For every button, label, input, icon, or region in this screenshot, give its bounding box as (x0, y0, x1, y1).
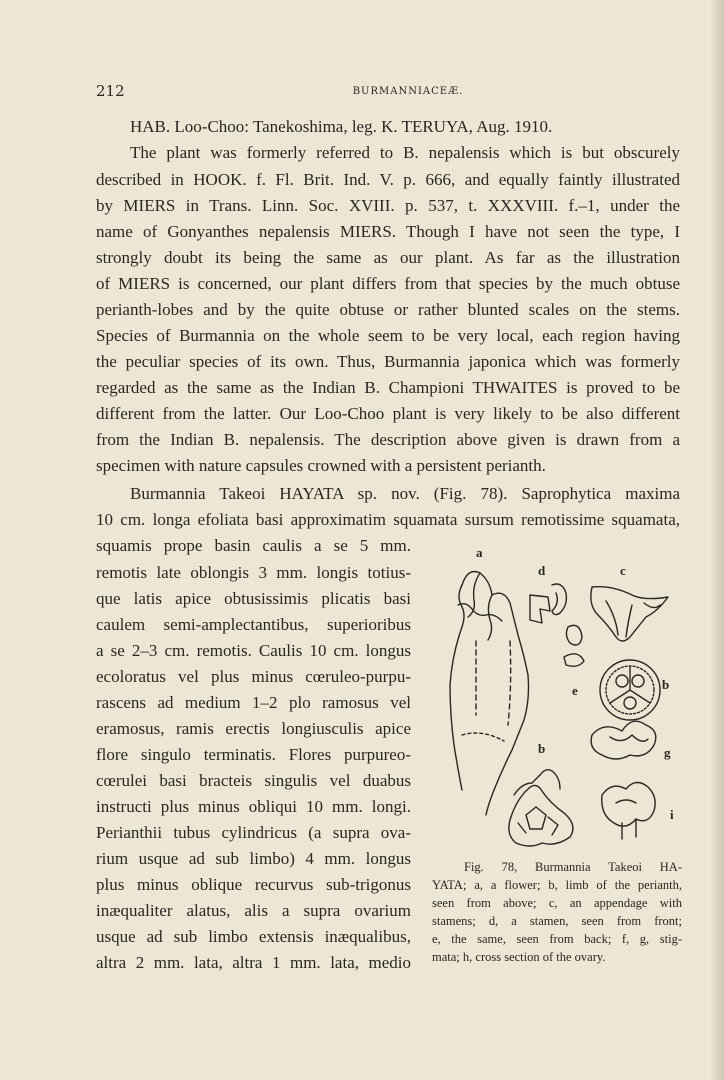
body-line: described in HOOK. f. Fl. Brit. Ind. V. p. 666, and equally faintly illustrated (96, 170, 680, 189)
stigma-g-drawing (591, 721, 656, 759)
body-line: squamis prope basin caulis a se 5 mm. (96, 536, 411, 555)
body-line: altra 2 mm. lata, altra 1 mm. lata, medio (96, 953, 411, 972)
body-line: perianth-lobes and by the quite obtuse or rather blunted scales on the stems. (96, 300, 680, 319)
stamen-d-drawing (530, 584, 566, 623)
page-number: 212 (96, 82, 125, 100)
flower-drawings (432, 545, 687, 865)
figure-label-c: c (620, 563, 626, 578)
body-line: que latis apice obtusissimis plicatis basi (96, 589, 411, 608)
caption-line: mata; h, cross section of the ovary. (432, 950, 606, 964)
species-heading-line: Burmannia Takeoi HAYATA sp. nov. (Fig. 78). Saprophytica maxima (130, 484, 680, 503)
figure-label-i: i (670, 807, 674, 822)
caption-line: Fig. 78, Burmannia Takeoi HA- (464, 860, 682, 874)
body-line: the peculiar species of its own. Thus, Burmannia japonica which was formerly (96, 352, 680, 371)
body-line: Species of Burmannia on the whole seem to be very local, each region having (96, 326, 680, 345)
figure-78-illustration (432, 545, 687, 865)
page-header (96, 82, 680, 104)
figure-label-e: e (572, 683, 578, 698)
figure-label-b-side: b (662, 677, 670, 692)
body-line: The plant was formerly referred to B. nepalensis which is but obscurely (130, 143, 680, 162)
body-line: 10 cm. longa efoliata basi approximatim squamata sursum remotissime squamata, (96, 510, 680, 529)
body-line: different from the latter. Our Loo-Choo plant is very likely to be also different (96, 404, 680, 423)
body-line: plus minus oblique recurvus sub-trigonus (96, 875, 411, 894)
figure-label-d: d (538, 563, 546, 578)
running-head: BURMANNIACEÆ. (352, 86, 464, 97)
body-line: of MIERS is concerned, our plant differs from that species by the much obtuse (96, 274, 680, 293)
body-line: name of Gonyanthes nepalensis MIERS. Though I have not seen the type, I (96, 222, 680, 241)
body-line: eramosus, ramis erectis longiusculis apice (96, 719, 411, 738)
body-line: cœrulei basi bracteis singulis vel duabus (96, 771, 411, 790)
body-line: caulem semi-amplectantibus, superioribus (96, 615, 411, 634)
body-line: inæqualiter alatus, alis a supra ovarium (96, 901, 411, 920)
figure-label-g: g (664, 745, 671, 760)
body-line: Perianthii tubus cylindricus (a supra ova- (96, 823, 411, 842)
body-line: flore singulo terminatis. Flores purpureo- (96, 745, 411, 764)
body-line: usque ad sub limbo extensis inæqualibus, (96, 927, 411, 946)
body-line: rascens ad medium 1–2 plo ramosus vel (96, 693, 411, 712)
caption-line: seen from above; c, an appendage with (432, 896, 682, 910)
body-line: from the Indian B. nepalensis. The description above given is drawn from a (96, 430, 680, 449)
caption-line: YATA; a, a flower; b, limb of the perianth, (432, 878, 682, 892)
page-edge-shadow (710, 0, 724, 1080)
body-line: remotis late oblongis 3 mm. longis totius- (96, 563, 411, 582)
body-line: ecoloratus vel plus minus cœruleo-purpu- (96, 667, 411, 686)
habitat-line: HAB. Loo-Choo: Tanekoshima, leg. K. TERUYA, Aug. 1910. (130, 117, 553, 136)
flower-a-drawing (450, 572, 529, 816)
bud-drawing (564, 625, 584, 666)
body-line: strongly doubt its being the same as our plant. As far as the illustration (96, 248, 680, 267)
body-line: rium usque ad sub limbo) 4 mm. longus (96, 849, 411, 868)
cross-section-e-drawing (600, 660, 660, 720)
body-line: instructi plus minus obliqui 10 mm. longi. (96, 797, 411, 816)
body-line: specimen with nature capsules crowned with a persistent perianth. (96, 456, 546, 475)
body-line: a se 2–3 cm. remotis. Caulis 10 cm. longus (96, 641, 411, 660)
figure-caption (432, 858, 682, 966)
caption-line: e, the same, seen from back; f, g, stig- (432, 932, 682, 946)
perianth-limb-b-drawing (509, 770, 573, 846)
caption-line: stamens; d, a stamen, seen from front; (432, 914, 682, 928)
body-line: by MIERS in Trans. Linn. Soc. XVIII. p. 537, t. XXXVIII. f.–1, under the (96, 196, 680, 215)
appendage-c-drawing (591, 587, 668, 641)
body-line: regarded as the same as the Indian B. Championi THWAITES is proved to be (96, 378, 680, 397)
figure-label-b: b (538, 741, 546, 756)
stigma-i-drawing (602, 782, 655, 839)
figure-label-a: a (476, 545, 483, 560)
